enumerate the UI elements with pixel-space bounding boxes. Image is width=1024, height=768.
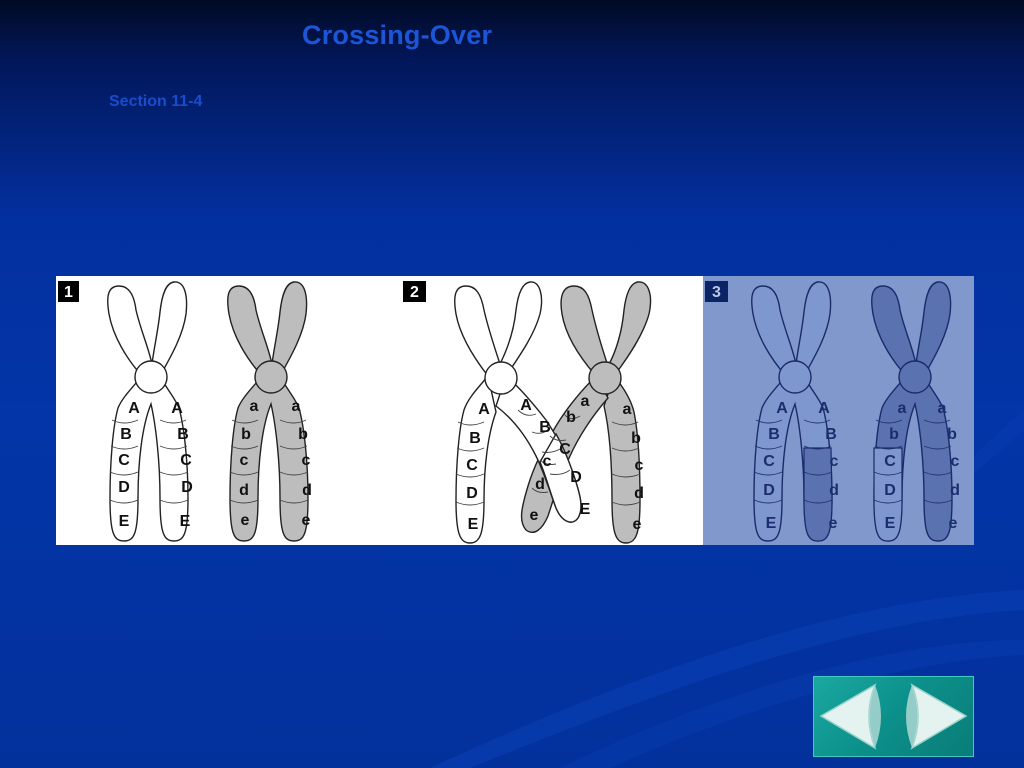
allele-label: C	[118, 452, 130, 469]
allele-label: e	[529, 507, 539, 524]
allele-label: A	[818, 400, 830, 417]
allele-label: a	[622, 401, 632, 418]
allele-label: e	[828, 515, 838, 532]
panel-number-3: 3	[712, 284, 721, 301]
allele-label: E	[118, 513, 130, 530]
allele-label: b	[947, 426, 957, 443]
previous-slide-button[interactable]	[813, 676, 893, 757]
allele-label: B	[177, 426, 189, 443]
allele-label: d	[634, 485, 644, 502]
allele-label: A	[520, 397, 532, 414]
allele-label: b	[566, 409, 576, 426]
slide-navigation	[813, 676, 974, 757]
allele-label: c	[542, 453, 552, 470]
allele-label: b	[241, 426, 251, 443]
allele-label: B	[539, 419, 551, 436]
allele-label: a	[580, 393, 590, 410]
allele-label: d	[535, 476, 545, 493]
allele-label: d	[302, 482, 312, 499]
slide-title: Crossing-Over	[302, 20, 493, 50]
next-slide-button[interactable]	[894, 676, 974, 757]
allele-label: C	[884, 453, 896, 470]
allele-label: E	[579, 501, 591, 518]
section-label: Section 11-4	[109, 93, 203, 110]
allele-label: a	[291, 398, 301, 415]
allele-label: e	[240, 512, 250, 529]
allele-label: E	[179, 513, 191, 530]
allele-label: A	[478, 401, 490, 418]
allele-label: b	[889, 426, 899, 443]
allele-label: B	[768, 426, 780, 443]
allele-label: c	[950, 453, 960, 470]
allele-label: A	[171, 400, 183, 417]
allele-label: B	[469, 430, 481, 447]
allele-label: E	[884, 515, 896, 532]
allele-label: c	[634, 457, 644, 474]
allele-label: C	[180, 452, 192, 469]
allele-label: a	[897, 400, 907, 417]
allele-label: e	[948, 515, 958, 532]
allele-label: C	[763, 453, 775, 470]
allele-label: b	[298, 426, 308, 443]
allele-label: b	[631, 430, 641, 447]
allele-label: D	[884, 482, 896, 499]
allele-label: A	[128, 400, 140, 417]
allele-label: d	[950, 482, 960, 499]
allele-label: A	[776, 400, 788, 417]
allele-label: B	[120, 426, 132, 443]
allele-label: c	[239, 452, 249, 469]
allele-label: D	[763, 482, 775, 499]
allele-label: D	[466, 485, 478, 502]
allele-label: e	[632, 516, 642, 533]
allele-label: D	[181, 479, 193, 496]
allele-label: d	[239, 482, 249, 499]
allele-label: c	[301, 452, 311, 469]
allele-label: a	[937, 400, 947, 417]
allele-label: a	[249, 398, 259, 415]
crossing-over-diagram	[56, 276, 974, 545]
allele-label: B	[825, 426, 837, 443]
allele-label: c	[829, 453, 839, 470]
allele-label: e	[301, 512, 311, 529]
allele-label: C	[559, 441, 571, 458]
allele-label: E	[467, 516, 479, 533]
panel-number-2: 2	[410, 284, 419, 301]
allele-label: D	[570, 469, 582, 486]
allele-label: d	[829, 482, 839, 499]
allele-label: C	[466, 457, 478, 474]
panel-3	[703, 276, 974, 545]
allele-label: D	[118, 479, 130, 496]
allele-label: E	[765, 515, 777, 532]
panel-number-1: 1	[64, 284, 73, 301]
